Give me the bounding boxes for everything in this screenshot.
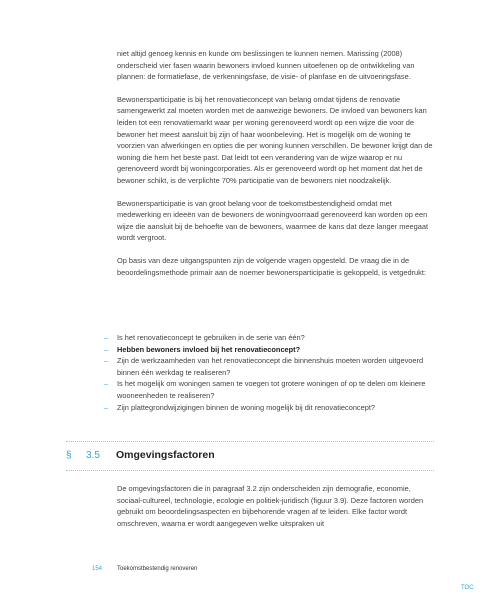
list-item xyxy=(104,355,442,378)
paragraph: Bewonersparticipatie is van groot belang voor de toekomstbestendigheid omdat met medewerking en ideeën van de bewoners de woningvoorraad gerenoveerd kan worden op een wijze die aansluit bij de behoefte van de bewoners, waarmee de kans dat deze langer meegaat wordt vergroot. xyxy=(117,198,429,243)
question-list xyxy=(104,332,442,413)
body-text-top xyxy=(117,48,435,289)
toc-link[interactable]: TOC xyxy=(461,585,474,591)
section-number: 3.5 xyxy=(86,450,100,461)
question-text: Is het renovatieconcept te gebruiken in de serie van één? xyxy=(117,333,305,342)
list-item xyxy=(104,344,442,356)
paragraph: Op basis van deze uitgangspunten zijn de volgende vragen opgesteld. De vraag die in de beoordelingsmethode primair aan de noemer bewonersparticipatie is gekoppeld, is vetgedrukt: xyxy=(117,255,426,277)
section-divider-top xyxy=(66,441,434,442)
list-item xyxy=(104,378,442,401)
question-text: Zijn plattegrondwijzigingen binnen de woning mogelijk bij dit renovatieconcept? xyxy=(117,402,376,412)
dash-bullet: – xyxy=(104,344,109,354)
question-text: Zijn de werkzaamheden van het renovatieconcept die binnenshuis moeten worden uitgevoerd binnen één werkdag te realiseren? xyxy=(117,356,424,377)
section-sign: § xyxy=(66,450,72,461)
paragraph: niet altijd genoeg kennis en kunde om beslissingen te kunnen nemen. Marissing (2008) onderscheid vier fasen waarin bewoners invloed kunnen uitoefenen op de ontwikkeling van plannen: de formatiefase, de verkenningsfase, de visie- of planfase en de uitvoeringsfase. xyxy=(117,49,415,82)
section-heading xyxy=(66,449,215,463)
dash-bullet: – xyxy=(104,356,109,366)
dash-bullet: – xyxy=(104,333,109,342)
section-divider-bottom xyxy=(66,470,434,471)
question-text: Is het mogelijk om woningen samen te voegen tot grotere woningen of op te delen om kleinere wooneenheden te realiseren? xyxy=(117,379,426,400)
page-number: 154 xyxy=(92,566,103,572)
list-item xyxy=(104,402,442,414)
section-title: Omgevingsfactoren xyxy=(116,449,215,461)
dash-bullet: – xyxy=(104,379,109,389)
body-text-bottom xyxy=(117,483,435,540)
dash-bullet: – xyxy=(104,402,109,412)
running-footer-title: Toekomstbestendig renoveren xyxy=(117,566,198,572)
question-text-bold: Hebben bewoners invloed bij het renovatieconcept? xyxy=(117,344,301,354)
list-item xyxy=(104,332,442,344)
paragraph: Bewonersparticipatie is bij het renovatieconcept van belang omdat tijdens de renovatie samengewerkt zal moeten worden met de aanwezige bewoners. De invloed van bewoners kan leiden tot een renovatiemarkt waar per woning gerenoveerd wordt op een wijze die voor de bewoner het meest aansluit bij zijn of haar woonbeleving. Het is mogelijk om de woning te voorzien van afwerkingen en opties die per woning kunnen verschillen. De bewoner krijgt dan de woning die hem het beste past. Dat leidt tot een verandering van de wijze waarop er nu gerenoveerd wordt bij woningcorporaties. Als er gerenoveerd wordt op het moment dat het de bewoner schikt, is de verplichte 70% participatie van de bewoners niet noodzakelijk. xyxy=(117,94,433,185)
paragraph: De omgevingsfactoren die in paragraaf 3.2 zijn onderscheiden zijn demografie, economie, sociaal-cultureel, technologie, ecologie en politiek-juridisch (figuur 3.9). Deze factoren worden gebruikt om beoordelingsaspecten en bijbehorende vragen af te leiden. Elke factor wordt omschreven, waarna er wordt aangegeven welke uitspraken uit xyxy=(117,484,424,528)
